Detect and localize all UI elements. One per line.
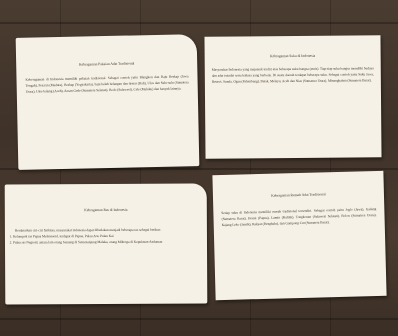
card-title: Kebragaman Suku di Indonesia — [270, 53, 316, 59]
card-list — [5, 232, 207, 245]
card-title: Kebragaman Pakaian Adat Tradisional — [78, 61, 135, 67]
card-rumah-adat — [212, 171, 386, 300]
list-item: 2. Pulau ras Negroid, antara lain orang Semang di Semenanjung Malaka, orang Mikroga di Kepulauan Andaman — [13, 239, 197, 246]
card-title: Kebragaman Rumah Adat Tradisional — [271, 192, 326, 198]
card-pakaian-adat — [16, 34, 200, 170]
card-title: Kebragaman Ras di Indonesia — [84, 207, 128, 213]
card-body: Masyarakat Indonesia yang majemuk terdiri atas beberapa suku bangsa (etnis). Tiap-tiap suku bangsa memiliki budaya dan adat istiadat serta bahasa yang berbeda. Di suatu daerah terdapat beberapa suku. Sebagai contoh yaitu Suku Jawa, Betawi, Sunda, Ogan (Palembang), Batak, Melayu, Aceh dan Nias (Sumatera Utara), Minangkabau (Sumatera Barat). — [211, 66, 374, 84]
card-body: Keberagaman di Indonesia memiliki pakaian tradisional. Sebagai contoh yaitu Blangkon dan Baju Beskap (Jawa Tengah), Pesa'an (Madura), Beskap (Yogyakarta), baju belah belangan dan destar (Bali), Ulos dan Sulu-sulu (Sumatera Utara), Ulee balang (Aceh), Aesan Gede (Sumatera Selatan), Bodo (Sulawesi), Cele (Maluku) dan banyak lainnya. — [25, 74, 189, 94]
card-body: Setiap suku di Indonesia memiliki rumah tradisional tersendiri. Sebagai contoh yaitu Joglo (Jawa), Gadang (Sumatera Barat), Honai (Papua), Lamin (Kaltim), Tongkonan (Sulawesi Selatan), Bolon (Sumatera Utara), Kajang Leko (Jambi), Rakyat (Bengkulu), dan Gampong Cut (Sumatera Barat). — [221, 206, 377, 228]
card-suku — [204, 35, 381, 159]
card-ras — [5, 183, 208, 304]
card-body: Berdasarkan ciri-ciri fisiknya, masyarakat indonesia dapat dibedakan menjadi beberapa ras sebagai berikut: — [14, 227, 161, 233]
list-item: 1. Kelompok ras Papua Melanesoid, terdapat di Papua, Pulau Aru, Pulau Kai — [13, 233, 197, 240]
